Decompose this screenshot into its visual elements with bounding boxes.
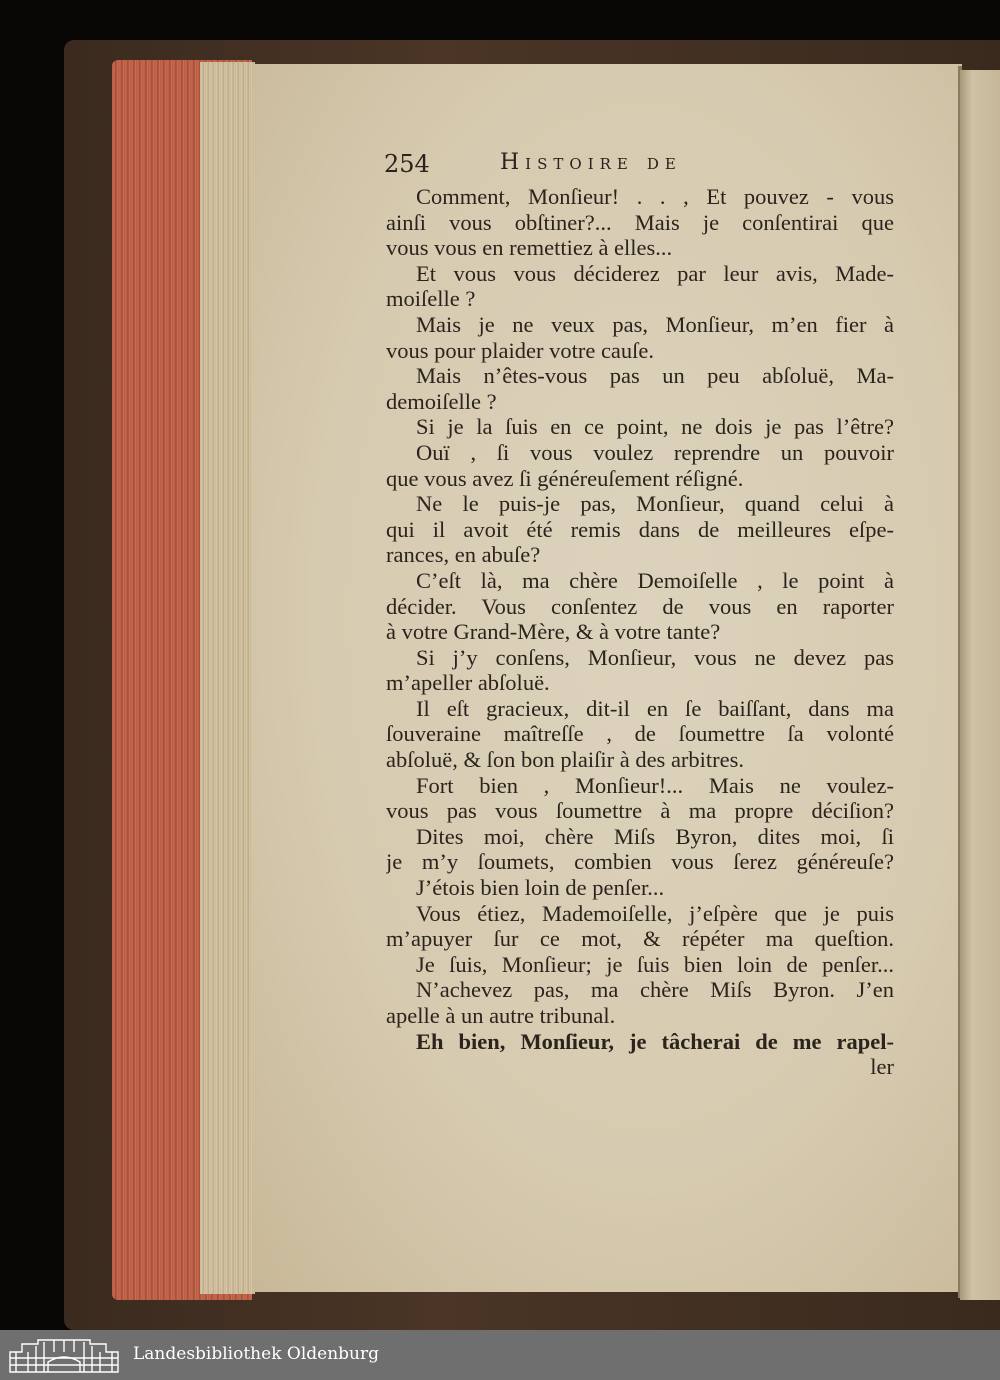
footer-band xyxy=(0,1330,1000,1380)
text-line: rances, en abuſe? xyxy=(386,542,541,568)
text-line: ainſi vous obſtiner?... Mais je conſentirai que xyxy=(386,209,894,235)
text-line: J’étois bien loin de penſer... xyxy=(416,875,665,901)
text-line: Je ſuis, Monſieur; je ſuis bien loin de penſer... xyxy=(416,951,894,977)
text-line: vous vous en remettiez à elles... xyxy=(386,235,673,261)
text-line: Eh bien, Monſieur, je tâcherai de me rapel- xyxy=(416,1028,894,1054)
text-line: Il eſt gracieux, dit-il en ſe baiſſant, dans ma xyxy=(416,695,894,721)
text-line: qui il avoit été remis dans de meilleures eſpe- xyxy=(386,516,894,542)
text-line: Ne le puis-je pas, Monſieur, quand celui à xyxy=(416,491,894,517)
text-line: décider. Vous conſentez de vous en raporter xyxy=(386,593,894,619)
running-head-title: Histoire de xyxy=(500,150,682,175)
text-line: N’achevez pas, ma chère Miſs Byron. J’en xyxy=(416,977,894,1003)
text-line: demoiſelle ? xyxy=(386,388,497,414)
text-line: Et vous vous déciderez par leur avis, Made- xyxy=(416,260,894,286)
text-line: Ouï , ſi vous voulez reprendre un pouvoir xyxy=(416,439,894,465)
text-line: moiſelle ? xyxy=(386,286,476,312)
text-line: Si je la ſuis en ce point, ne dois je pas l’être? xyxy=(416,414,894,440)
text-line: Si j’y conſens, Monſieur, vous ne devez pas xyxy=(416,644,894,670)
text-line: vous pour plaider votre cauſe. xyxy=(386,337,655,363)
library-building-logo-icon xyxy=(8,1338,120,1374)
text-line: Vous étiez, Mademoiſelle, j’eſpère que je puis xyxy=(416,900,894,926)
text-line: que vous avez ſi généreuſement réſigné. xyxy=(386,465,744,491)
text-line: apelle à un autre tribunal. xyxy=(386,1003,616,1028)
page-block-leaves xyxy=(200,62,255,1294)
text-line: je m’y ſoumets, combien vous ſerez généreuſe? xyxy=(386,849,894,875)
text-line: m’apeller abſoluë. xyxy=(386,670,550,696)
text-line: C’eſt là, ma chère Demoiſelle , le point à xyxy=(416,567,894,593)
text-line: abſoluë, & ſon bon plaiſir à des arbitres. xyxy=(386,747,745,773)
facing-page-edge xyxy=(960,70,1000,1300)
text-line: m’apuyer ſur ce mot, & répéter ma queſtion. xyxy=(386,926,894,952)
text-line: Dites moi, chère Miſs Byron, dites moi, ſi xyxy=(416,823,894,849)
text-line: ſouveraine maîtreſſe , de ſoumettre ſa volonté xyxy=(386,721,894,747)
text-line: vous pas vous ſoumettre à ma propre déciſion? xyxy=(386,798,894,824)
body-text xyxy=(386,184,894,1080)
text-line: Comment, Monſieur! . . , Et pouvez - vous xyxy=(416,184,894,209)
text-line: Mais n’êtes-vous pas un peu abſoluë, Ma- xyxy=(416,363,894,389)
text-line: Fort bien , Monſieur!... Mais ne voulez- xyxy=(416,772,894,798)
text-line: à votre Grand-Mère, & à votre tante? xyxy=(386,619,721,645)
library-name: Landesbibliothek Oldenburg xyxy=(133,1344,380,1364)
text-line: Mais je ne veux pas, Monſieur, m’en fier à xyxy=(416,311,894,337)
catchword: ler xyxy=(870,1054,894,1080)
running-head xyxy=(384,150,904,184)
page-number: 254 xyxy=(384,150,430,178)
